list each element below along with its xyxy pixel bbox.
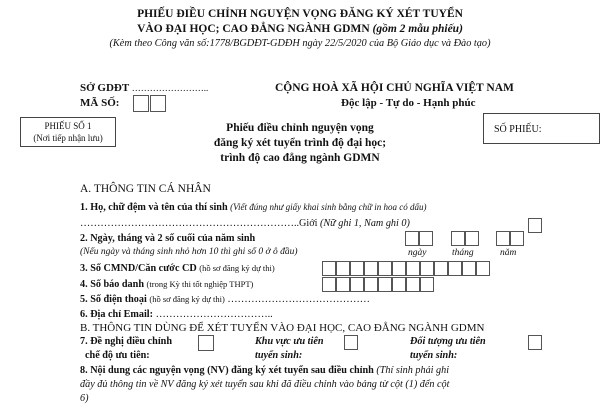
item1-name-line [80,218,410,229]
section-a-title: A. THÔNG TIN CÁ NHÂN [80,183,211,195]
item4-label: 4. Số báo danh [80,279,144,290]
cmnd-box-8[interactable] [420,261,434,276]
item3-line [80,263,275,274]
subtitle-note: (gồm 2 mẫu phiếu) [372,23,463,35]
item1-label: 1. Họ, chữ đệm và tên của thí sinh [80,202,228,213]
phieu-so-label: PHIẾU SỐ 1 [44,121,92,131]
item2-note: (Nếu ngày và tháng sinh nhỏ hơn 10 thì ghi số 0 ở ô đầu) [80,247,298,257]
ngay-box-1[interactable] [405,231,419,246]
national-motto: Độc lập - Tự do - Hạnh phúc [341,97,476,109]
item6-label: 6. Địa chỉ Email: [80,309,154,320]
cmnd-box-7[interactable] [406,261,420,276]
form-title-line1: Phiếu điều chỉnh nguyện vọng [226,122,374,134]
cmnd-box-3[interactable] [350,261,364,276]
item7-label-b: chế độ ưu tiên: [85,350,150,361]
phieu-so-box [20,117,116,147]
item1-note: (Viết đúng như giấy khai sinh bằng chữ in hoa có dấu) [230,202,427,212]
cmnd-box-5[interactable] [378,261,392,276]
document-title: PHIẾU ĐIỀU CHỈNH NGUYỆN VỌNG ĐĂNG KÝ XÉT TUYỂN [137,8,463,20]
khu-vuc-label-b: tuyển sinh: [255,350,303,361]
form-title-line2: đăng ký xét tuyển trình độ đại học; [213,137,387,149]
subtitle-main: VÀO ĐẠI HỌC; CAO ĐẲNG NGÀNH GDMN [137,23,370,35]
document-reference: (Kèm theo Công văn số:1778/BGDĐT-GDĐH ngày 22/5/2020 của Bộ Giáo dục và Đào tạo) [109,38,491,49]
sbd-box-7[interactable] [406,277,420,292]
item2-label: 2. Ngày, tháng và 2 số cuối của năm sinh [80,233,256,244]
cmnd-box-6[interactable] [392,261,406,276]
country-name: CỘNG HOÀ XÃ HỘI CHỦ NGHĨA VIỆT NAM [275,82,514,94]
item5-note: (hồ sơ đăng ký dự thi) [149,294,225,304]
item7-label-a: 7. Đề nghị điều chỉnh [80,336,172,347]
doi-tuong-label-b: tuyển sinh: [410,350,458,361]
nam-box-1[interactable] [496,231,510,246]
doi-tuong-label-a: Đối tượng ưu tiên [410,336,486,347]
sbd-box-3[interactable] [350,277,364,292]
item4-note: (trong Kỳ thi tốt nghiệp THPT) [146,279,254,289]
so-phieu-box[interactable] [483,113,600,144]
ngay-box-2[interactable] [419,231,433,246]
cmnd-box-9[interactable] [434,261,448,276]
item5-line [80,294,370,305]
cmnd-box-4[interactable] [364,261,378,276]
cmnd-box-10[interactable] [448,261,462,276]
thang-box-2[interactable] [465,231,479,246]
nam-label: năm [500,248,517,258]
item6-dots: …………………………….. [155,309,273,320]
cmnd-box-2[interactable] [336,261,350,276]
sbd-box-2[interactable] [336,277,350,292]
sbd-box-1[interactable] [322,277,336,292]
khu-vuc-box[interactable] [344,335,358,350]
item8-note-b: đầy đủ thông tin về NV đăng ký xét tuyển sau khi đã điều chỉnh vào bảng từ cột (1) đến cột [80,379,450,390]
item1-gioi-note: (Nữ ghi 1, Nam ghi 0) [319,218,410,229]
item3-label: 3. Số CMND/Căn cước CD [80,263,197,274]
item1-line [80,202,427,213]
item1-gioi: Giới [299,218,318,229]
sbd-box-5[interactable] [378,277,392,292]
dieu-chinh-box[interactable] [198,335,214,351]
item8-note-c: 6) [80,393,89,404]
item1-dots: ……………………………………………………….. [80,218,300,229]
nam-box-2[interactable] [510,231,524,246]
item8-label: 8. Nội dung các nguyện vọng (NV) đăng ký xét tuyển sau điều chỉnh [80,365,374,376]
khu-vuc-label-a: Khu vực ưu tiên [255,336,324,347]
section-b-title: B. THÔNG TIN DÙNG ĐỂ XÉT TUYỂN VÀO ĐẠI HỌC, CAO ĐẲNG NGÀNH GDMN [80,322,485,334]
ngay-label: ngày [408,248,427,258]
cmnd-box-12[interactable] [476,261,490,276]
phieu-so-note: (Nơi tiếp nhận lưu) [33,133,103,143]
doi-tuong-box[interactable] [528,335,542,350]
document-subtitle [0,23,600,35]
sbd-box-6[interactable] [392,277,406,292]
cmnd-box-11[interactable] [462,261,476,276]
thang-box-1[interactable] [451,231,465,246]
item5-dots: …………………………………… [227,294,370,305]
ma-so-box-1[interactable] [133,95,149,112]
item8-line [80,365,449,376]
gioi-box[interactable] [528,218,542,233]
ma-so-label: MÃ SỐ: [80,97,120,109]
cmnd-box-1[interactable] [322,261,336,276]
sbd-box-8[interactable] [420,277,434,292]
so-gddt-line [80,82,208,94]
sbd-box-4[interactable] [364,277,378,292]
form-title-line3: trình độ cao đẳng ngành GDMN [220,152,380,164]
thang-label: tháng [452,248,474,258]
item6-line [80,309,273,320]
item3-note: (hồ sơ đăng ký dự thi) [199,263,275,273]
so-phieu-label: SỐ PHIẾU: [494,124,542,135]
so-gddt-dots: …………………….. [131,83,209,93]
so-gddt-label: SỞ GDĐT [80,82,130,94]
item4-line [80,279,253,290]
item5-label: 5. Số điện thoại [80,294,147,305]
item8-note-a: (Thí sinh phải ghi [376,365,450,376]
ma-so-box-2[interactable] [150,95,166,112]
